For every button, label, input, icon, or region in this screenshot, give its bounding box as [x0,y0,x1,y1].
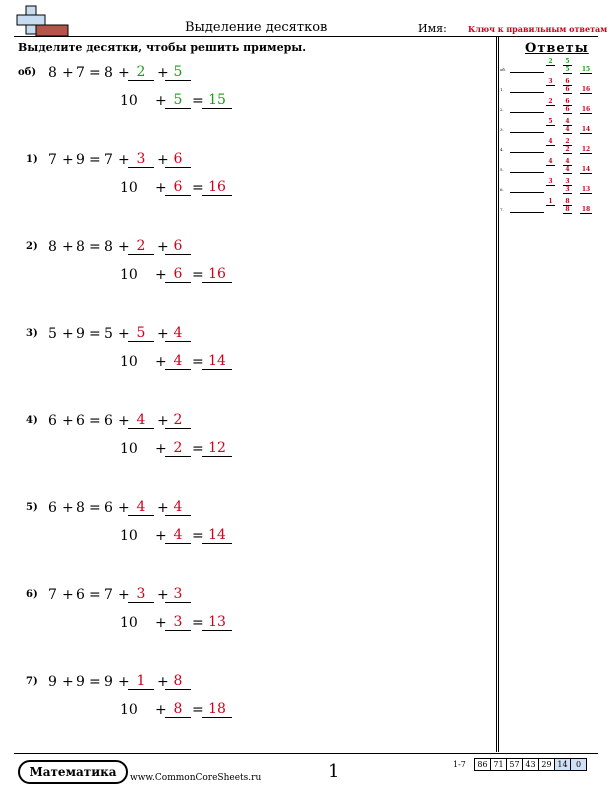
operand-b: 7 [76,65,85,81]
problem [0,324,495,384]
operand-c: 6 [104,500,113,516]
split-second-blank[interactable]: 4 [165,325,191,342]
answer-underline [510,132,544,133]
split-second-blank[interactable]: 3 [165,586,191,603]
plus-sign: + [118,500,130,516]
problem [0,63,495,123]
ten-value: 10 [120,267,138,283]
answer-add: 8 [563,206,572,214]
problem-number: об) [18,67,37,78]
answer-add: 3 [563,186,572,194]
score-table [475,758,587,771]
plus-sign: + [155,528,167,544]
split-second-blank[interactable]: 4 [165,499,191,516]
operand-c: 7 [104,587,113,603]
answer-split-first: 3 [546,178,555,186]
answer-underline [510,172,544,173]
answers-title: Ответы [525,41,589,56]
problem-number: 5) [26,502,38,513]
brand-badge: Математика [18,760,128,784]
operand-c: 9 [104,674,113,690]
page-title: Выделение десятков [185,20,328,35]
equals-sign: = [192,702,204,718]
equals-sign: = [192,93,204,109]
answer-label: 2. [500,107,504,112]
header-divider [14,36,598,37]
sum-blank[interactable]: 13 [202,614,232,631]
plus-sign: + [62,500,74,516]
operand-b: 9 [76,152,85,168]
answer-sum: 13 [581,186,591,193]
footer-divider [14,753,598,754]
plus-sign: + [157,152,169,168]
score-cell: 14 [554,758,571,771]
score-range: 1-7 [453,760,466,769]
equals-sign: = [192,615,204,631]
plus-sign: + [118,239,130,255]
plus-sign: + [157,587,169,603]
plus-sign: + [155,93,167,109]
add-blank[interactable]: 2 [165,440,191,457]
answer-row [500,78,600,98]
plus-sign: + [118,413,130,429]
plus-sign: + [157,65,169,81]
plus-sign: + [62,674,74,690]
plus-sign: + [118,674,130,690]
sum-blank[interactable]: 12 [202,440,232,457]
operand-a: 8 [48,239,57,255]
answer-underline [510,92,544,93]
operand-c: 6 [104,413,113,429]
plus-sign: + [62,587,74,603]
operand-b: 8 [76,500,85,516]
add-blank[interactable]: 4 [165,527,191,544]
answer-split-first: 1 [546,198,555,206]
answer-underline [510,152,544,153]
answer-label: 3. [500,127,504,132]
problem [0,498,495,558]
answer-underline [510,212,544,213]
equals-sign: = [89,65,101,81]
equals-sign: = [89,500,101,516]
answer-split-second: 6 [563,78,572,86]
answer-row [500,118,600,138]
ten-value: 10 [120,528,138,544]
answer-label: 7. [500,207,504,212]
score-cell: 0 [570,758,587,771]
plus-sign: + [118,152,130,168]
answer-row [500,98,600,118]
score-cell: 29 [538,758,555,771]
math-logo-icon [14,5,70,37]
answer-label: 1. [500,87,504,92]
operand-a: 9 [48,674,57,690]
plus-sign: + [118,65,130,81]
split-second-blank[interactable]: 6 [165,151,191,168]
ten-value: 10 [120,702,138,718]
plus-sign: + [62,239,74,255]
ten-value: 10 [120,354,138,370]
answer-sum: 14 [581,126,591,133]
operand-b: 9 [76,326,85,342]
answer-split-first: 3 [546,78,555,86]
answer-split-second: 4 [563,158,572,166]
answer-sum: 12 [581,146,591,153]
operand-b: 9 [76,674,85,690]
answer-split-second: 2 [563,138,572,146]
site-url[interactable]: www.CommonCoreSheets.ru [130,773,262,783]
operand-b: 6 [76,587,85,603]
operand-a: 7 [48,587,57,603]
answer-split-first: 4 [546,138,555,146]
split-first-blank[interactable]: 2 [128,238,154,255]
answer-row [500,198,600,218]
answer-split-second: 8 [563,198,572,206]
equals-sign: = [192,528,204,544]
split-second-blank[interactable]: 6 [165,238,191,255]
answer-split-first: 5 [546,118,555,126]
answer-add: 2 [563,146,572,154]
problem-number: 6) [26,589,38,600]
plus-sign: + [62,326,74,342]
problem [0,585,495,645]
operand-c: 8 [104,239,113,255]
sum-blank[interactable]: 16 [202,179,232,196]
answer-split-second: 6 [563,98,572,106]
answer-add: 6 [563,106,572,114]
operand-c: 8 [104,65,113,81]
equals-sign: = [192,180,204,196]
score-cell: 43 [522,758,539,771]
add-blank[interactable]: 6 [165,266,191,283]
answer-row [500,158,600,178]
plus-sign: + [157,674,169,690]
answer-add: 4 [563,166,572,174]
name-label: Имя: [418,22,447,35]
answer-label: 5. [500,167,504,172]
answer-add: 5 [563,66,572,74]
add-blank[interactable]: 8 [165,701,191,718]
split-second-blank[interactable]: 8 [165,673,191,690]
equals-sign: = [89,239,101,255]
add-blank[interactable]: 6 [165,179,191,196]
answers-divider-inner [498,37,499,752]
operand-c: 7 [104,152,113,168]
split-first-blank[interactable]: 3 [128,151,154,168]
plus-sign: + [157,239,169,255]
problem-number: 3) [26,328,38,339]
answer-sum: 16 [581,86,591,93]
answer-row [500,138,600,158]
equals-sign: = [89,674,101,690]
answer-split-first: 2 [546,58,555,66]
answer-row [500,58,600,78]
plus-sign: + [155,702,167,718]
plus-sign: + [118,326,130,342]
sum-blank[interactable]: 16 [202,266,232,283]
split-second-blank[interactable]: 5 [165,64,191,81]
operand-a: 6 [48,500,57,516]
answer-underline [510,72,544,73]
score-cell: 57 [506,758,523,771]
plus-sign: + [62,152,74,168]
equals-sign: = [89,152,101,168]
split-first-blank[interactable]: 2 [128,64,154,81]
add-blank[interactable]: 4 [165,353,191,370]
plus-sign: + [155,180,167,196]
answer-sum: 18 [581,206,591,213]
split-first-blank[interactable]: 3 [128,586,154,603]
answer-sum: 16 [581,106,591,113]
split-first-blank[interactable]: 5 [128,325,154,342]
sum-blank[interactable]: 14 [202,353,232,370]
problem-number: 1) [26,154,38,165]
equals-sign: = [192,354,204,370]
plus-sign: + [62,413,74,429]
operand-c: 5 [104,326,113,342]
score-cell: 71 [490,758,507,771]
problem-number: 2) [26,241,38,252]
ten-value: 10 [120,615,138,631]
ten-value: 10 [120,180,138,196]
problem [0,237,495,297]
plus-sign: + [157,500,169,516]
operand-b: 6 [76,413,85,429]
answer-sum: 14 [581,166,591,173]
answer-split-second: 4 [563,118,572,126]
equals-sign: = [89,587,101,603]
answer-split-second: 5 [563,58,572,66]
plus-sign: + [118,587,130,603]
equals-sign: = [89,413,101,429]
page-number: 1 [328,761,340,782]
operand-a: 6 [48,413,57,429]
sum-blank[interactable]: 14 [202,527,232,544]
answers-divider [496,37,497,752]
plus-sign: + [157,326,169,342]
plus-sign: + [155,354,167,370]
operand-b: 8 [76,239,85,255]
operand-a: 7 [48,152,57,168]
problem-number: 4) [26,415,38,426]
instructions: Выделите десятки, чтобы решить примеры. [18,41,307,54]
equals-sign: = [192,267,204,283]
sum-blank[interactable]: 15 [202,92,232,109]
split-first-blank[interactable]: 4 [128,412,154,429]
add-blank[interactable]: 5 [165,92,191,109]
split-first-blank[interactable]: 1 [128,673,154,690]
plus-sign: + [62,65,74,81]
answer-underline [510,112,544,113]
equals-sign: = [89,326,101,342]
equals-sign: = [192,441,204,457]
sum-blank[interactable]: 18 [202,701,232,718]
problem-number: 7) [26,676,38,687]
answer-row [500,178,600,198]
operand-a: 8 [48,65,57,81]
plus-sign: + [157,413,169,429]
split-first-blank[interactable]: 4 [128,499,154,516]
operand-a: 5 [48,326,57,342]
add-blank[interactable]: 3 [165,614,191,631]
answer-sum: 15 [581,66,591,73]
plus-sign: + [155,441,167,457]
answer-label: 4. [500,147,504,152]
answer-add: 4 [563,126,572,134]
score-cell: 86 [474,758,491,771]
problem [0,411,495,471]
plus-sign: + [155,615,167,631]
answer-split-second: 3 [563,178,572,186]
answer-key-label: Ключ к правильным ответам [468,24,608,34]
ten-value: 10 [120,441,138,457]
answer-split-first: 2 [546,98,555,106]
answer-add: 6 [563,86,572,94]
answer-label: 6. [500,187,504,192]
problem [0,150,495,210]
problem [0,672,495,732]
answer-underline [510,192,544,193]
answer-label: об. [500,67,507,72]
plus-sign: + [155,267,167,283]
split-second-blank[interactable]: 2 [165,412,191,429]
answer-split-first: 4 [546,158,555,166]
ten-value: 10 [120,93,138,109]
